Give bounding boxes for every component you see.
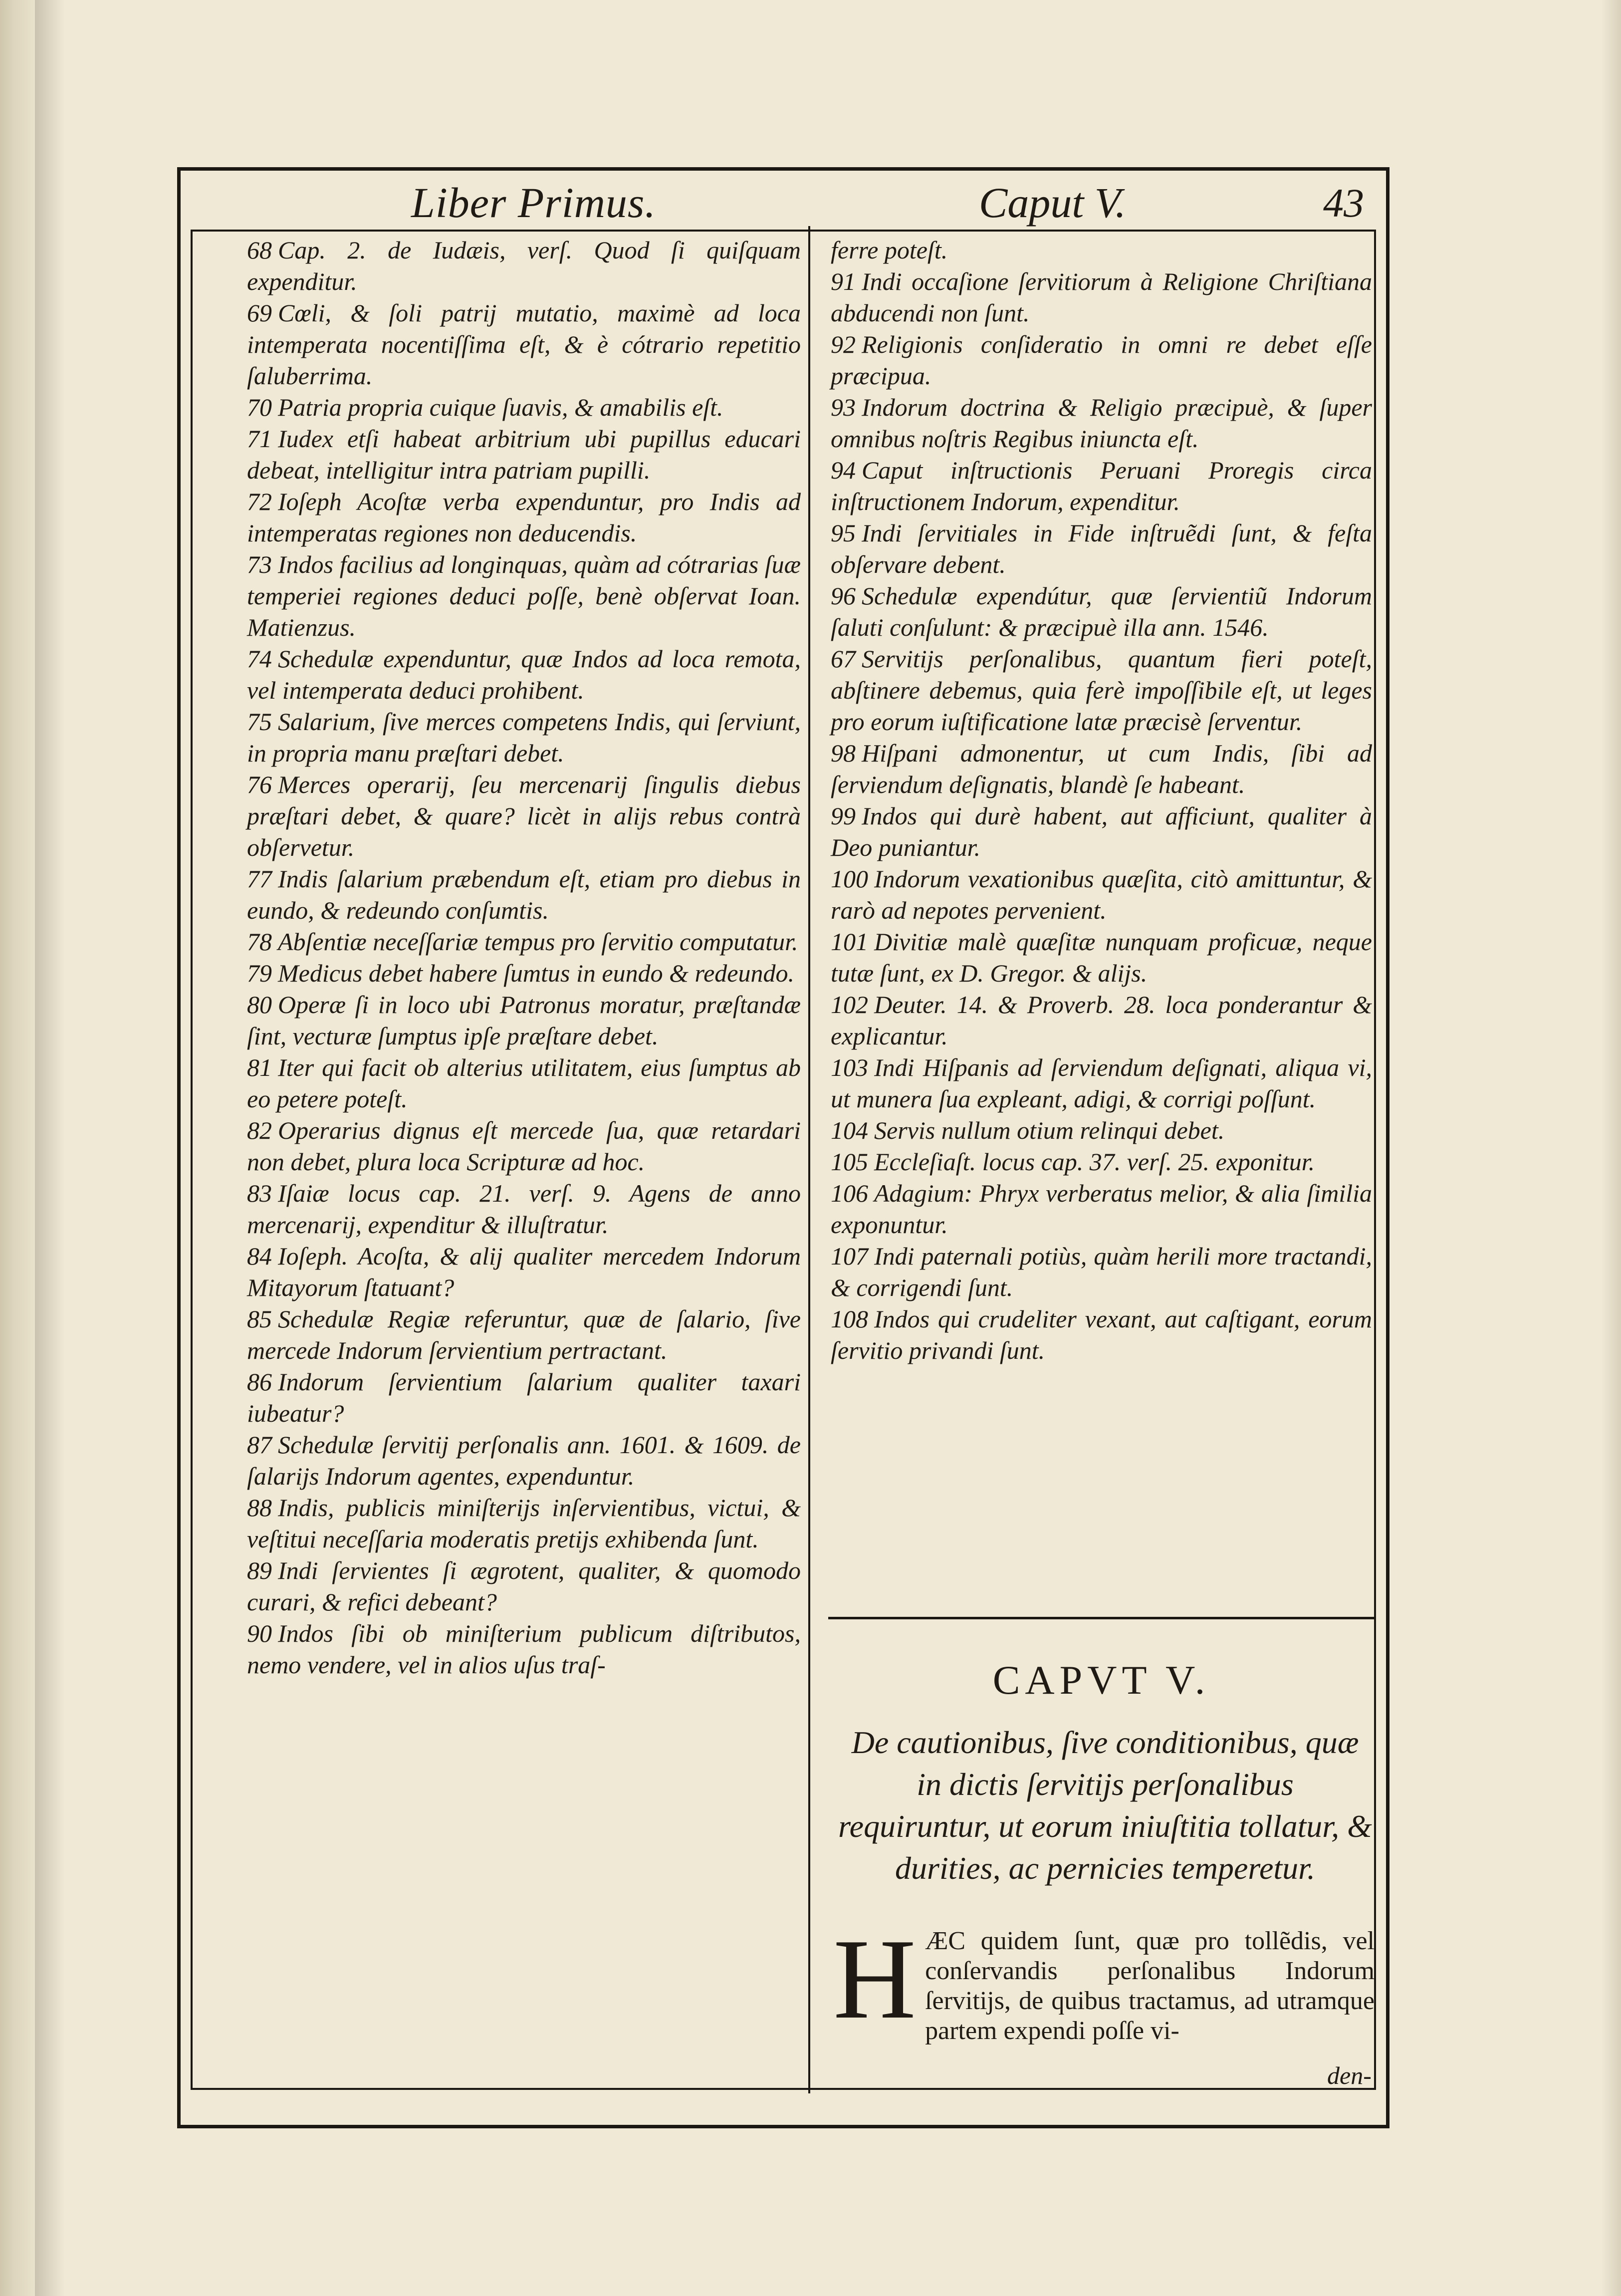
entry-text: Indorum doctrina & Religio præcipuè, & ſuper omnibus noſtris Regibus iniuncta eſt. — [831, 393, 1372, 453]
entry-number: 87 — [247, 1431, 272, 1459]
entry-number: 106 — [831, 1179, 868, 1207]
entry-number: 74 — [247, 645, 272, 673]
entry-number: 70 — [247, 393, 272, 421]
entry-number: 75 — [247, 708, 272, 736]
entry-number: 102 — [831, 991, 868, 1019]
entry-number: 84 — [247, 1242, 272, 1270]
index-entry — [247, 926, 801, 958]
entry-text: Indos qui durè habent, aut afficiunt, qualiter à Deo puniantur. — [831, 802, 1372, 861]
index-entry — [831, 863, 1372, 926]
running-header — [181, 171, 1386, 230]
entry-number: 91 — [831, 267, 856, 295]
entry-text: Salarium, ſive merces competens Indis, qui ſerviunt, in propria manu præſtari debet. — [247, 708, 801, 767]
index-entry — [247, 423, 801, 486]
entry-number: 103 — [831, 1053, 868, 1081]
facing-page-edge — [0, 0, 35, 2296]
chapter-body — [833, 1915, 1375, 2046]
entry-number: 76 — [247, 770, 272, 798]
entry-number: 81 — [247, 1053, 272, 1081]
entry-number: 79 — [247, 959, 272, 987]
entry-text: Hiſpani admonentur, ut cum Indis, ſibi ad ſerviendum deſignatis, blandè ſe habeant. — [831, 739, 1372, 798]
entry-number: 107 — [831, 1242, 868, 1270]
entry-number: 90 — [247, 1619, 272, 1647]
entry-text: Schedulæ ſervitij perſonalis ann. 1601. & 1609. de ſalarijs Indorum agentes, expenduntur. — [247, 1431, 801, 1490]
entry-number: 71 — [247, 425, 272, 453]
entry-text: Iſaiæ locus cap. 21. verſ. 9. Agens de anno mercenarij, expenditur & illuſtratur. — [247, 1179, 801, 1239]
entry-text: Servitijs perſonalibus, quantum fieri poteſt, abſtinere debemus, quia ferè impoſſibile eſt, ut leges pro eorum iuſtificatione latæ præcisè ſerventur. — [831, 645, 1372, 736]
index-entry — [247, 297, 801, 392]
index-entry — [247, 1303, 801, 1366]
entry-text: Indi occaſione ſervitiorum à Religione Chriſtiana abducendi non ſunt. — [831, 267, 1372, 327]
entry-number: 67 — [831, 645, 856, 673]
entry-number: 105 — [831, 1148, 868, 1176]
index-entry — [247, 1555, 801, 1618]
index-entry — [831, 1052, 1372, 1115]
entry-number: 93 — [831, 393, 856, 421]
entry-text: Cap. 2. de Iudæis, verſ. Quod ſi quiſquam expenditur. — [247, 236, 801, 295]
entry-text: Ioſeph. Acoſta, & alij qualiter mercedem Indorum Mitayorum ſtatuant? — [247, 1242, 801, 1301]
entry-text: Iudex etſi habeat arbitrium ubi pupillus educari debeat, intelligitur intra patriam pupilli. — [247, 425, 801, 484]
index-entry — [831, 989, 1372, 1052]
entry-text: Medicus debet habere ſumtus in eundo & redeundo. — [278, 959, 794, 987]
index-entry — [247, 1492, 801, 1555]
entry-text: Religionis conſideratio in omni re debet eſſe præcipua. — [831, 330, 1372, 390]
entry-text: Schedulæ expendútur, quæ ſervientiũ Indorum ſaluti conſulunt: & præcipuè illa ann. 1546. — [831, 582, 1372, 641]
entry-text: Indos qui crudeliter vexant, aut caſtigant, eorum ſervitio privandi ſunt. — [831, 1305, 1372, 1364]
index-entry — [247, 769, 801, 863]
index-entry — [831, 392, 1372, 455]
header-chapter: Caput V. — [979, 179, 1126, 227]
right-index-column — [831, 235, 1372, 1366]
entry-number: 99 — [831, 802, 856, 830]
index-entry — [831, 926, 1372, 989]
index-entry — [247, 1115, 801, 1178]
entry-number: 78 — [247, 928, 272, 956]
index-entry — [831, 643, 1372, 738]
index-entry — [247, 486, 801, 549]
left-index-column — [247, 235, 801, 1681]
index-entry — [831, 800, 1372, 863]
entry-number: 68 — [247, 236, 272, 264]
index-entry — [247, 1178, 801, 1241]
entry-text: Abſentiæ neceſſariæ tempus pro ſervitio computatur. — [278, 928, 798, 956]
entry-number: 95 — [831, 519, 856, 547]
index-entry — [247, 1052, 801, 1115]
entry-text: ferre poteſt. — [831, 236, 948, 264]
page-edge — [1601, 0, 1621, 2296]
entry-text: Eccleſiaſt. locus cap. 37. verſ. 25. exponitur. — [874, 1148, 1315, 1176]
entry-text: Indorum vexationibus quæſita, citò amittuntur, & rarò ad nepotes pervenient. — [831, 865, 1372, 924]
catchword: den- — [1327, 2061, 1372, 2089]
index-entry — [247, 989, 801, 1052]
entry-number: 80 — [247, 991, 272, 1019]
entry-text: Schedulæ expenduntur, quæ Indos ad loca remota, vel intemperata deduci prohibent. — [247, 645, 801, 704]
page-number: 43 — [1323, 180, 1364, 226]
entry-number: 72 — [247, 488, 272, 515]
index-entry — [247, 1429, 801, 1492]
gutter-shadow — [35, 0, 65, 2296]
entry-text: Deuter. 14. & Proverb. 28. loca ponderantur & explicantur. — [831, 991, 1372, 1050]
entry-text: Indi ſervitiales in Fide inſtruẽdi ſunt, & feſta obſervare debent. — [831, 519, 1372, 578]
entry-number: 77 — [247, 865, 272, 893]
entry-number: 108 — [831, 1305, 868, 1333]
index-entry — [247, 706, 801, 769]
column-divider — [808, 226, 810, 2093]
entry-number: 92 — [831, 330, 856, 358]
entry-number: 89 — [247, 1556, 272, 1584]
entry-number: 101 — [831, 928, 868, 956]
index-entry — [831, 1146, 1372, 1178]
entry-number: 69 — [247, 299, 272, 327]
index-entry — [831, 455, 1372, 517]
index-entry — [831, 738, 1372, 800]
entry-text: Merces operarij, ſeu mercenarij ſingulis diebus præſtari debet, & quare? licèt in alijs rebus contrà obſervetur. — [247, 770, 801, 861]
index-entry — [247, 235, 801, 297]
index-entry — [247, 863, 801, 926]
entry-number: 94 — [831, 456, 856, 484]
entry-number: 100 — [831, 865, 868, 893]
body-paragraph: ÆC quidem ſunt, quæ pro tollẽdis, vel conſervandis perſonalibus Indorum ſervitijs, de quibus tractamus, ad utramque partem expendi poſſe vi- — [925, 1927, 1375, 2045]
entry-text: Indi Hiſpanis ad ſerviendum deſignati, aliqua vi, ut munera ſua expleant, adigi, & corrigi poſſunt. — [831, 1053, 1372, 1113]
index-entry — [831, 517, 1372, 580]
entry-text: Indi paternali potiùs, quàm herili more tractandi, & corrigendi ſunt. — [831, 1242, 1372, 1301]
entry-number: 86 — [247, 1368, 272, 1396]
index-entry — [831, 1178, 1372, 1241]
entry-number: 96 — [831, 582, 856, 610]
drop-cap: H — [833, 1915, 917, 2042]
entry-text: Indos ſibi ob miniſterium publicum diſtributos, nemo vendere, vel in alios uſus traſ- — [247, 1619, 801, 1679]
entry-text: Divitiæ malè quæſitæ nunquam proficuæ, neque tutæ ſunt, ex D. Gregor. & alijs. — [831, 928, 1372, 987]
entry-number: 104 — [831, 1116, 868, 1144]
index-entry — [247, 1618, 801, 1681]
index-entry — [247, 1241, 801, 1303]
chapter-subtitle: De cautionibus, ſive conditionibus, quæ in dictis ſervitijs perſonalibus requiruntur, ut eorum iniuſtitia tollatur, & durities, ac pernicies temperetur. — [838, 1725, 1372, 1886]
index-entry — [831, 580, 1372, 643]
index-entry — [831, 329, 1372, 392]
index-entry — [831, 1303, 1372, 1366]
entry-text: Indos facilius ad longinquas, quàm ad cótrarias ſuæ temperiei regiones deduci poſſe, benè obſervat Ioan. Matienzus. — [247, 550, 801, 641]
entry-number: 82 — [247, 1116, 272, 1144]
entry-text: Indorum ſervientium ſalarium qualiter taxari iubeatur? — [247, 1368, 801, 1427]
entry-number: 88 — [247, 1494, 272, 1522]
index-entry — [247, 392, 801, 423]
index-entry — [247, 549, 801, 643]
entry-number: 83 — [247, 1179, 272, 1207]
entry-text: Patria propria cuique ſuavis, & amabilis eſt. — [278, 393, 723, 421]
entry-text: Adagium: Phryx verberatus melior, & alia ſimilia exponuntur. — [831, 1179, 1372, 1239]
entry-number: 85 — [247, 1305, 272, 1333]
entry-text: Servis nullum otium relinqui debet. — [874, 1116, 1225, 1144]
entry-text: Indis ſalarium præbendum eſt, etiam pro diebus in eundo, & redeundo conſumtis. — [247, 865, 801, 924]
entry-text: Cœli, & ſoli patrij mutatio, maximè ad loca intemperata nocentiſſima eſt, & è cótrario repetitio ſaluberrima. — [247, 299, 801, 390]
index-entry — [247, 1366, 801, 1429]
entry-text: Schedulæ Regiæ referuntur, quæ de ſalario, ſive mercede Indorum ſervientium pertractant. — [247, 1305, 801, 1364]
index-entry — [831, 235, 1372, 266]
index-entry — [831, 266, 1372, 329]
index-entry — [247, 643, 801, 706]
entry-number: 98 — [831, 739, 856, 767]
entry-text: Caput inſtructionis Peruani Proregis circa inſtructionem Indorum, expenditur. — [831, 456, 1372, 515]
index-entry — [831, 1241, 1372, 1303]
entry-text: Indis, publicis miniſterijs inſervientibus, victui, & veſtitui neceſſaria moderatis pretijs exhibenda ſunt. — [247, 1494, 801, 1553]
index-entry — [831, 1115, 1372, 1146]
entry-text: Operæ ſi in loco ubi Patronus moratur, præſtandæ ſint, vecturæ ſumptus ipſe præſtare debet. — [247, 991, 801, 1050]
chapter-rule — [828, 1617, 1375, 1619]
header-book: Liber Primus. — [411, 179, 656, 227]
index-entry — [247, 958, 801, 989]
entry-text: Operarius dignus eſt mercede ſua, quæ retardari non debet, plura loca Scripturæ ad hoc. — [247, 1116, 801, 1176]
chapter-title: CAPVT V. — [992, 1657, 1210, 1703]
entry-text: Indi ſervientes ſi ægrotent, qualiter, & quomodo curari, & refici debeant? — [247, 1556, 801, 1616]
entry-text: Iter qui facit ob alterius utilitatem, eius ſumptus ab eo petere poteſt. — [247, 1053, 801, 1113]
entry-text: Ioſeph Acoſtæ verba expenduntur, pro Indis ad intemperatas regiones non deducendis. — [247, 488, 801, 547]
entry-number: 73 — [247, 550, 272, 578]
